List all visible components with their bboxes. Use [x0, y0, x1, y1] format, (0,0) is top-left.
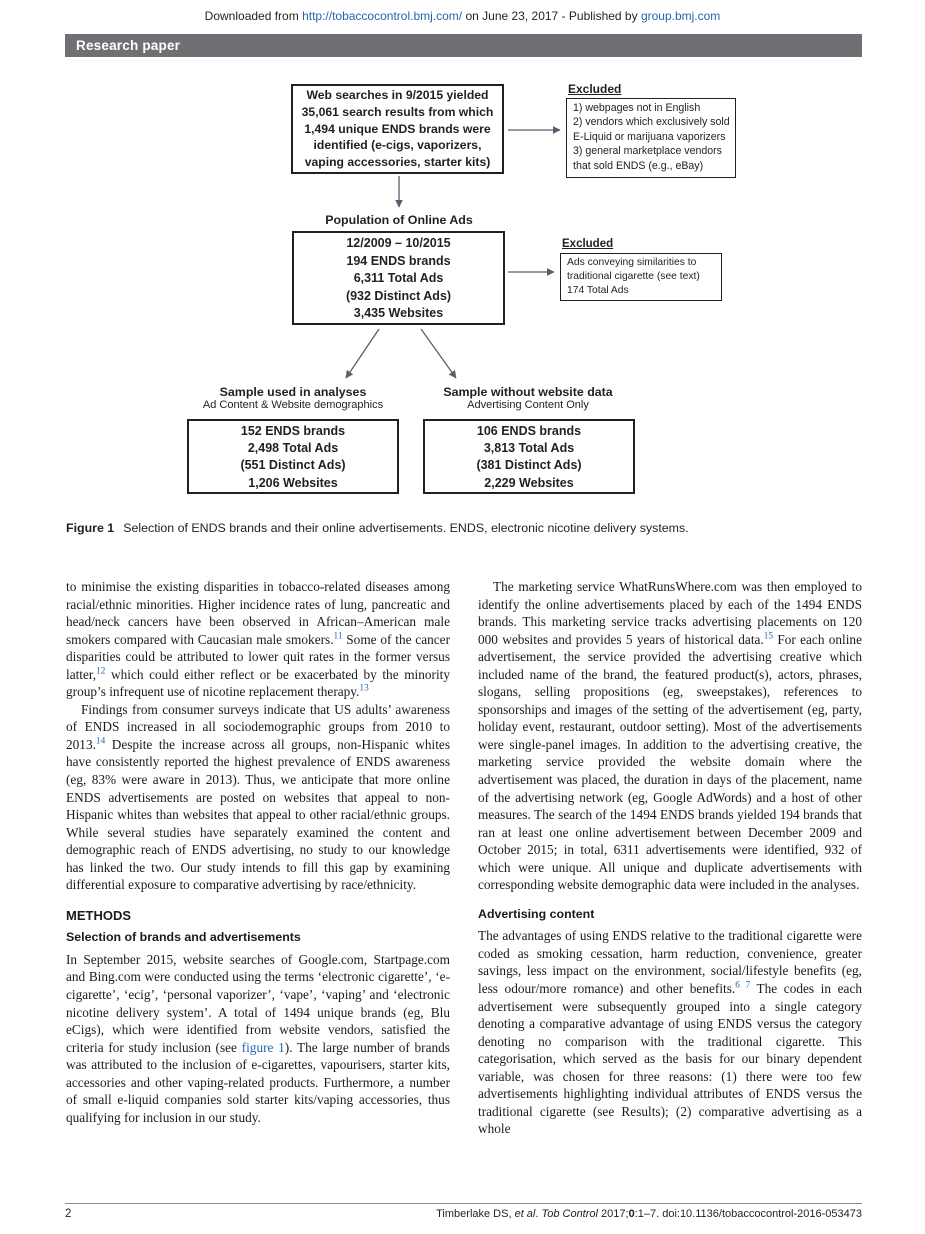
- flowchart-excluded-1-title: Excluded: [568, 82, 622, 96]
- reference-link-13[interactable]: 13: [359, 683, 369, 694]
- body-text: Findings from consumer surveys indicate that US adults’ awareness of ENDS increased in all sociodemographic groups from 2010 to 2013.: [66, 701, 450, 752]
- flowchart-population-label: Population of Online Ads: [325, 213, 473, 227]
- reference-link-11[interactable]: 11: [333, 631, 343, 642]
- body-text: ). The large number of brands was attributed to the inclusion of e-cigarettes, vapourisers, starter kits, accessories and other vaping-related products. Furthermore, a number of small e-liquid companies sold starter kits/vaping accessories, thus qualifying for inclusion in our study.: [66, 1039, 450, 1125]
- body-text: Some of the cancer disparities could be attributed to lower quit rates in the former versus latter,: [66, 631, 450, 682]
- selection-subheading: Selection of brands and advertisements: [66, 930, 301, 945]
- flowchart-box-sample-analyses: [187, 419, 399, 494]
- box-line: (381 Distinct Ads): [476, 458, 582, 473]
- sample-analyses-title: Sample used in analyses: [219, 385, 367, 399]
- flowchart-box-excluded-1: [566, 98, 736, 178]
- left-column: [66, 578, 450, 1138]
- sample-analyses-subtitle: Ad Content & Website demographics: [202, 399, 384, 411]
- body-text: The codes in each advertisement were subsequently grouped into a single category denoting a comparative advantage of using ENDS versus the category denoting no comparison with the traditional cigarette. This categorisation, which served as the basis for our binary dependent variable, was chosen for three reasons: (1) there were too few advertisements highlighting individual attributes of ENDS versus the traditional cigarette (see Results); (2) comparative advertising as a whole: [478, 981, 862, 1137]
- reference-link-12[interactable]: 12: [96, 666, 106, 677]
- citation-etal: et al: [514, 1208, 536, 1220]
- box-line: Ads conveying similarities to: [567, 257, 697, 268]
- box-line: 3) general marketplace vendors: [573, 145, 722, 158]
- sample-nodata-labels: [428, 385, 628, 411]
- body-text: Despite the increase across all groups, non-Hispanic whites have consistently reported the highest prevalence of ENDS awareness (eg, 83% were aware in 2013). Thus, we anticipate that more online ENDS advertisements are posted on websites that appeal to non-Hispanic whites than websites that appeal to other racial/ethnic groups. While several studies have separately examined the content and demographic reach of ENDS advertising, no study to our knowledge has linked the two. Our study intends to fill this gap by examining differential exposure to comparative advertising by race/ethnicity.: [66, 736, 450, 893]
- download-prefix-text: Downloaded from: [204, 9, 303, 23]
- citation-journal: Tob Control: [541, 1208, 598, 1220]
- citation: [436, 1208, 862, 1220]
- flowchart-excluded-2-title: Excluded: [562, 238, 614, 250]
- section-banner: [65, 34, 862, 57]
- reference-link-15[interactable]: 15: [763, 631, 774, 642]
- box-line: (932 Distinct Ads): [345, 288, 452, 303]
- box-line: E-Liquid or marijuana vaporizers: [573, 130, 726, 143]
- advertising-content-subheading: Advertising content: [478, 906, 595, 921]
- body-text: which could either reflect or be exacerbated by the minority group’s infrequent use of nicotine replacement therapy.: [66, 666, 450, 700]
- box-line: 194 ENDS brands: [346, 253, 451, 268]
- body-text: The marketing service WhatRunsWhere.com was then employed to identify the online advertisements placed by each of the 1494 ENDS brands. This marketing service tracks advertising placements on 120 000 websites and provides 5 years of historical data.: [478, 579, 862, 647]
- flowchart-box-sample-nodata: [423, 419, 635, 494]
- figure-caption: [66, 521, 861, 535]
- flowchart-box-population: [292, 231, 505, 325]
- figure-caption-text: Selection of ENDS brands and their online advertisements. ENDS, electronic nicotine delivery systems.: [123, 521, 689, 535]
- box-line: 2) vendors which exclusively sold: [573, 116, 730, 129]
- box-line: 174 Total Ads: [567, 284, 629, 296]
- publisher-url-link[interactable]: group.bmj.com: [640, 9, 721, 23]
- citation-authors: Timberlake DS,: [436, 1208, 515, 1220]
- box-line: 2,229 Websites: [484, 475, 574, 490]
- reference-link-14[interactable]: 14: [95, 736, 106, 747]
- journal-url-link[interactable]: http://tobaccocontrol.bmj.com/: [302, 9, 463, 23]
- sample-analyses-labels: [193, 385, 393, 411]
- page-footer: [65, 1208, 862, 1220]
- box-line: 1,494 unique ENDS brands were: [304, 121, 491, 136]
- citation-sep: .: [535, 1208, 542, 1220]
- box-line: vaping accessories, starter kits): [304, 155, 491, 170]
- box-line: 2,498 Total Ads: [247, 441, 339, 456]
- citation-year: 2017;: [597, 1208, 629, 1220]
- paragraph-disparities: [66, 578, 450, 701]
- citation-volume: 0: [628, 1208, 635, 1220]
- footer-rule: [65, 1203, 862, 1204]
- body-text: to minimise the existing disparities in tobacco-related diseases among racial/ethnic minorities. Higher incidence rates of lung, pancreatic and head/neck cancers have been observed in African–American male smokers compared with Caucasian male smokers.: [66, 579, 450, 647]
- box-line: 12/2009 – 10/2015: [346, 236, 451, 250]
- figure-1-link[interactable]: figure 1: [241, 1039, 285, 1055]
- flowchart-box-excluded-2: [560, 253, 722, 301]
- box-line: 6,311 Total Ads: [353, 271, 444, 286]
- sample-nodata-subtitle: Advertising Content Only: [467, 399, 589, 411]
- box-line: 152 ENDS brands: [240, 424, 346, 438]
- body-text: For each online advertisement, the service provided the advertising creative which included name of the brand, the featured product(s), actors, phrases, slogans, selling propositions (eg, sweepstakes), references to sponsorships and images of the setting of the advertisement (eg, party, holiday event, restaurant, outdoor setting). Most of the advertisements were single-panel images. In addition to the advertising creative, the marketing service provided the website domain where the advertisement was placed, the duration in days of the placement, name of the advertising network (eg, Google AdWords) and a host of other measures. The search of the 1494 ENDS brands yielded 194 brands that ran at least one online advertisement between December 2009 and October 2015; in total, 6311 advertisements were identified, 932 of which were unique. All unique and duplicate advertisements with corresponding website demographic data were included in the analyses.: [478, 631, 862, 893]
- box-line: traditional cigarette (see text): [567, 270, 700, 282]
- citation-doi: :1–7. doi:10.1136/tobaccocontrol-2016-053473: [634, 1208, 862, 1220]
- download-header: [0, 9, 925, 23]
- figure-caption-label: Figure 1: [66, 521, 115, 535]
- paragraph-marketing-service: [478, 578, 862, 894]
- box-line: 3,435 Websites: [353, 306, 444, 321]
- body-text: The advantages of using ENDS relative to the traditional cigarette were coded as smoking cessation, harm reduction, convenience, greater savings, less impact on the environment, social/lifestyle benefits (eg, less odour/more romance) and other benefits.: [478, 928, 862, 997]
- methods-heading: METHODS: [66, 907, 131, 923]
- sample-nodata-title: Sample without website data: [443, 385, 613, 399]
- download-middle-text: on June 23, 2017 - Published by: [462, 9, 641, 23]
- box-line: 3,813 Total Ads: [483, 441, 575, 456]
- flowchart-box-web-searches: [291, 84, 504, 174]
- figure-1-flowchart: [65, 80, 865, 510]
- paragraph-brand-selection: [66, 951, 450, 1126]
- box-line: 1) webpages not in English: [573, 102, 701, 114]
- paragraph-advertising-content: [478, 927, 862, 1138]
- paragraph-awareness: [66, 701, 450, 894]
- arrow-population-to-sample1: [346, 329, 379, 378]
- body-text: In September 2015, website searches of Google.com, Startpage.com and Bing.com were conducted using the terms ‘electronic cigarette’, ‘e-cigarette’, ‘ecig’, ‘personal vaporizer’, ‘vape’, ‘vaping’ and ‘electronic nicotine delivery system’. A total of 1494 unique brands (eg, Blu eCigs), which were identified from website vendors, satisfied the criteria for study inclusion (see: [66, 951, 450, 1055]
- right-column: [478, 578, 862, 1138]
- box-line: 35,061 search results from which: [301, 104, 494, 119]
- page-number: 2: [65, 1208, 72, 1220]
- reference-link-6-7[interactable]: 6 7: [735, 980, 751, 991]
- box-line: identified (e-cigs, vaporizers,: [313, 138, 482, 153]
- box-line: 1,206 Websites: [248, 475, 338, 490]
- box-line: that sold ENDS (e.g., eBay): [573, 159, 704, 172]
- section-banner-label: Research paper: [76, 38, 181, 53]
- box-line: (551 Distinct Ads): [240, 458, 346, 473]
- article-body: [66, 578, 862, 1138]
- box-line: 106 ENDS brands: [476, 424, 582, 438]
- arrow-population-to-sample2: [421, 329, 456, 378]
- box-line: Web searches in 9/2015 yielded: [306, 88, 489, 102]
